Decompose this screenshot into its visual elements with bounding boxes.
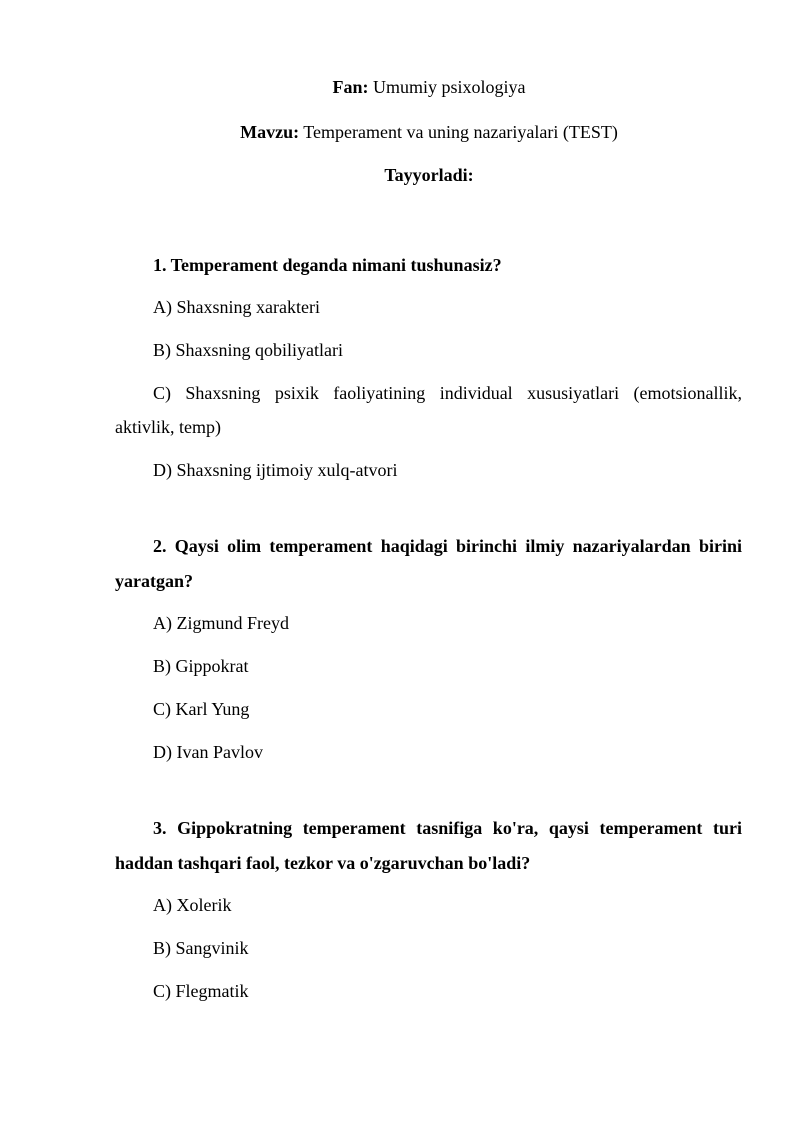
question-3	[115, 811, 742, 1008]
question-title: 3. Gippokratning temperament tasnifiga ko'ra, qaysi temperament turi haddan tashqari faol, tezkor va o'zgaruvchan bo'ladi?	[115, 818, 742, 873]
answer-option: A) Zigmund Freyd	[153, 613, 289, 633]
question-list	[115, 248, 742, 1050]
answer-option: B) Shaxsning qobiliyatlari	[153, 340, 343, 360]
topic-line	[0, 121, 800, 143]
answer-option: C) Flegmatik	[153, 981, 249, 1001]
question-1	[115, 248, 742, 487]
topic-label: Mavzu:	[240, 122, 300, 142]
subject-label: Fan:	[332, 77, 369, 97]
answer-option: D) Ivan Pavlov	[153, 742, 263, 762]
answer-option: C) Karl Yung	[153, 699, 250, 719]
answer-option: A) Shaxsning xarakteri	[153, 297, 320, 317]
subject-value: Umumiy psixologiya	[373, 77, 526, 97]
answer-option: D) Shaxsning ijtimoiy xulq-atvori	[153, 460, 398, 480]
question-2	[115, 529, 742, 769]
topic-value: Temperament va uning nazariyalari (TEST)	[303, 122, 618, 142]
prepared-by-label: Tayyorladi:	[384, 165, 474, 185]
answer-option: B) Gippokrat	[153, 656, 249, 676]
answer-option: C) Shaxsning psixik faoliyatining individual xususiyatlari (emotsionallik, aktivlik, temp)	[115, 383, 742, 437]
answer-option: B) Sangvinik	[153, 938, 249, 958]
subject-line	[0, 76, 800, 98]
prepared-by-line	[0, 164, 800, 186]
question-title: 1. Temperament deganda nimani tushunasiz?	[153, 255, 502, 275]
answer-option: A) Xolerik	[153, 895, 232, 915]
question-title: 2. Qaysi olim temperament haqidagi birinchi ilmiy nazariyalardan birini yaratgan?	[115, 536, 742, 591]
